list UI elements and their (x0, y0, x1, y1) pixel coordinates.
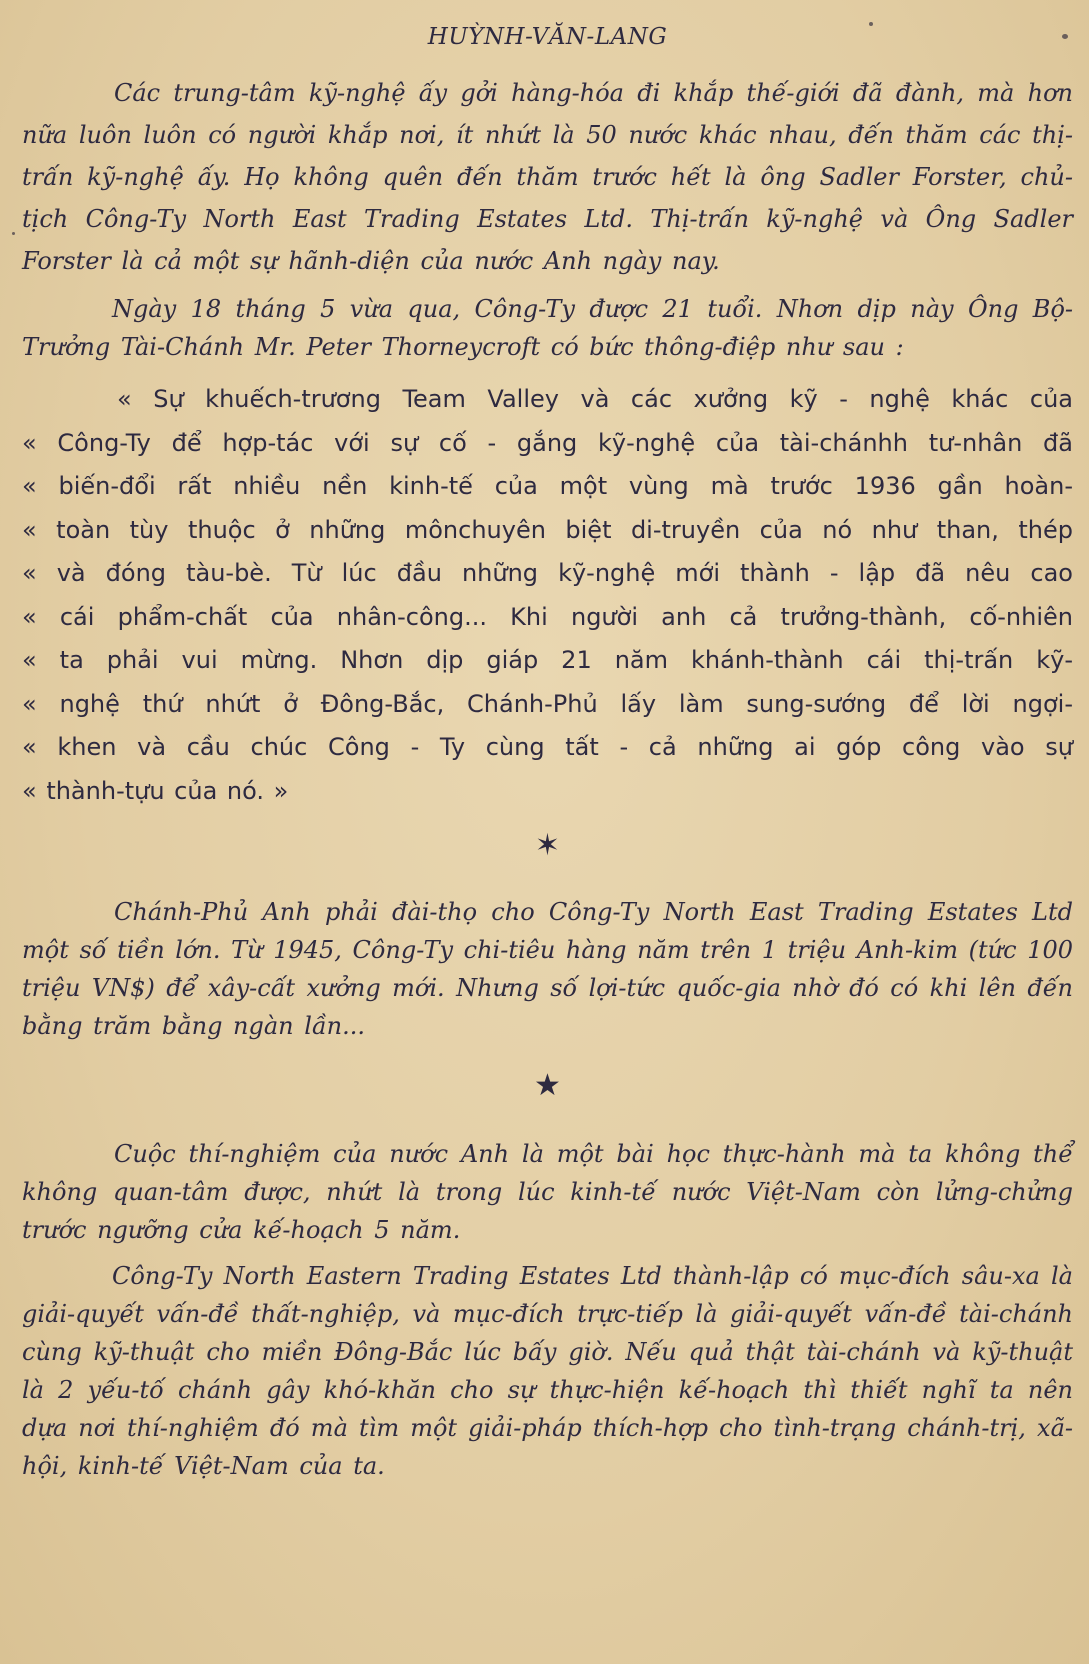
quote-line: « cái phẩm-chất của nhân-công... Khi người anh cả trưởng-thành, cố-nhiên (22, 602, 1073, 631)
star-separator-1 (22, 823, 1073, 869)
paragraph-5: Công-Ty North Eastern Trading Estates Ltd thành-lập có mục-đích sâu-xa là giải-quyết vấn-đề thất-nghiệp, và mục-đích trực-tiếp là giải-quyết vấn-đề tài-chánh cùng kỹ-thuật cho miền Đông-Bắc lúc bấy giờ. Nếu quả thật tài-chánh và kỹ-thuật là 2 yếu-tố chánh gây khó-khăn cho sự thực-hiện kế-hoạch thì thiết nghĩ ta nên dựa nơi thí-nghiệm đó mà tìm một giải-pháp thích-hợp cho tình-trạng chánh-trị, xã-hội, kinh-tế Việt-Nam của ta. (22, 1262, 1073, 1480)
quote-line: « khen và cầu chúc Công - Ty cùng tất - cả những ai góp công vào sự (22, 733, 1073, 761)
quote-line: « biến-đổi rất nhiều nền kinh-tế của một vùng mà trước 1936 gần hoàn- (22, 472, 1073, 500)
page-header: HUỲNH-VĂN-LANG (427, 24, 668, 50)
paper-speck (869, 22, 873, 26)
quote-line: « ta phải vui mừng. Nhơn dịp giáp 21 năm khánh-thành cái thị-trấn kỹ- (22, 646, 1073, 674)
star-icon: ✶ (534, 828, 561, 863)
paragraph-3: Chánh-Phủ Anh phải đài-thọ cho Công-Ty North East Trading Estates Ltd một số tiền lớn. Từ 1945, Công-Ty chi-tiêu hàng năm trên 1 triệu Anh-kim (tức 100 triệu VN$) để xây-cất xưởng mới. Nhưng số lợi-tức quốc-gia nhờ đó có khi lên đến bằng trăm bằng ngàn lần... (22, 898, 1073, 1040)
quote-block (22, 378, 1073, 813)
quote-line: « Sự khuếch-trương Team Valley và các xưởng kỹ - nghệ khác của (117, 385, 1073, 413)
paper-speck (12, 232, 15, 235)
quote-line: « toàn tùy thuộc ở những mônchuyên biệt di-truyền của nó như than, thép (22, 515, 1073, 544)
quote-line: « nghệ thứ nhứt ở Đông-Bắc, Chánh-Phủ lấy làm sung-sướng để lời ngợi- (22, 689, 1073, 718)
star-separator-2 (22, 1063, 1073, 1109)
quote-line: « thành-tựu của nó. » (22, 776, 289, 805)
star-icon: ★ (534, 1068, 561, 1103)
paragraph-1: Các trung-tâm kỹ-nghệ ấy gởi hàng-hóa đi khắp thế-giới đã đành, mà hơn nữa luôn luôn có người khắp nơi, ít nhứt là 50 nước khác nhau, đến thăm các thị-trấn kỹ-nghệ ấy. Họ không quên đến thăm trước hết là ông Sadler Forster, chủ-tịch Công-Ty North East Trading Estates Ltd. Thị-trấn kỹ-nghệ và Ông Sadler Forster là cả một sự hãnh-diện của nước Anh ngày nay. (22, 79, 1073, 275)
quote-line: « và đóng tàu-bè. Từ lúc đầu những kỹ-nghệ mới thành - lập đã nêu cao (22, 559, 1073, 587)
paper-speck (1062, 34, 1068, 39)
quote-line: « Công-Ty để hợp-tác với sự cố - gắng kỹ-nghệ của tài-chánhh tư-nhân đã (22, 428, 1073, 457)
paragraph-2: Ngày 18 tháng 5 vừa qua, Công-Ty được 21 tuổi. Nhơn dịp này Ông Bộ-Trưởng Tài-Chánh Mr. Peter Thorneycroft có bức thông-điệp như sau : (22, 295, 1073, 361)
paragraph-4: Cuộc thí-nghiệm của nước Anh là một bài học thực-hành mà ta không thể không quan-tâm được, nhứt là trong lúc kinh-tế nước Việt-Nam còn lửng-chửng trước ngưỡng cửa kế-hoạch 5 năm. (22, 1140, 1073, 1244)
